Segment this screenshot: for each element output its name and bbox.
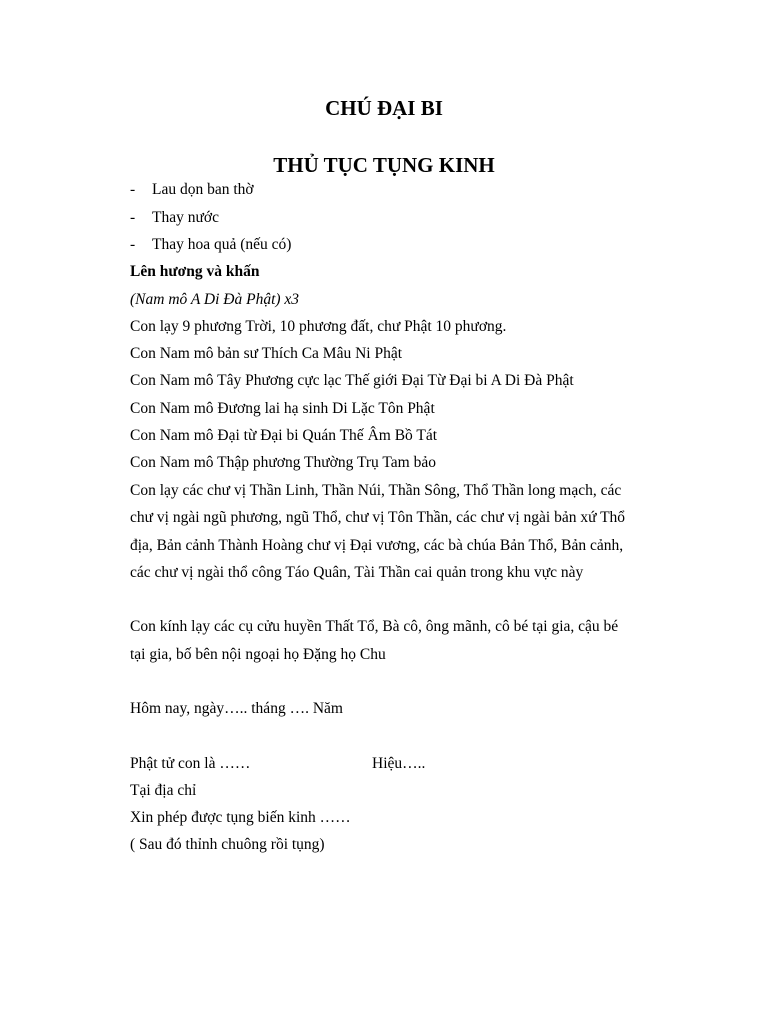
bullet-marker: -: [130, 236, 136, 253]
prayer-line: Con lạy 9 phương Trời, 10 phương đất, chư Phật 10 phương.: [130, 318, 507, 335]
section-heading: Lên hương và khấn: [130, 263, 260, 280]
paragraph-line: địa, Bản cảnh Thành Hoàng chư vị Đại vương, các bà chúa Bản Thổ, Bản cảnh,: [130, 537, 624, 554]
name-label: Hiệu…..: [372, 755, 426, 772]
date-line: Hôm nay, ngày….. tháng …. Năm: [130, 700, 343, 717]
document-subtitle: THỦ TỤC TỤNG KINH: [273, 153, 495, 177]
document-title: CHÚ ĐẠI BI: [325, 96, 443, 120]
prayer-line: Con Nam mô Tây Phương cực lạc Thế giới Đại Từ Đại bi A Di Đà Phật: [130, 372, 574, 389]
paragraph-line: Con lạy các chư vị Thần Linh, Thần Núi, Thần Sông, Thổ Thần long mạch, các: [130, 482, 622, 499]
closing-note: ( Sau đó thỉnh chuông rồi tụng): [130, 836, 325, 853]
paragraph-line: Con kính lạy các cụ cửu huyền Thất Tổ, Bà cô, ông mãnh, cô bé tại gia, cậu bé: [130, 618, 619, 635]
prayer-line: Con Nam mô bản sư Thích Ca Mâu Ni Phật: [130, 345, 403, 362]
paragraph-line: các chư vị ngài thổ công Táo Quân, Tài Thần cai quản trong khu vực này: [130, 564, 584, 581]
invocation-line: (Nam mô A Di Đà Phật) x3: [130, 291, 300, 308]
bullet-marker: -: [130, 181, 136, 198]
paragraph-line: tại gia, bố bên nội ngoại họ Đặng họ Chu: [130, 646, 386, 663]
prayer-line: Con Nam mô Thập phương Thường Trụ Tam bảo: [130, 454, 436, 471]
address-label: Tại địa chỉ: [130, 782, 197, 799]
bullet-marker: -: [130, 209, 136, 226]
request-line: Xin phép được tụng biến kinh ……: [130, 809, 351, 826]
prayer-line: Con Nam mô Đại từ Đại bi Quán Thế Âm Bồ Tát: [130, 427, 438, 444]
bullet-item: Thay hoa quả (nếu có): [152, 236, 292, 253]
bullet-item: Thay nước: [152, 209, 219, 226]
paragraph-line: chư vị ngài ngũ phương, ngũ Thổ, chư vị Tôn Thần, các chư vị ngài bản xứ Thổ: [130, 509, 626, 526]
bullet-item: Lau dọn ban thờ: [152, 181, 254, 198]
disciple-label: Phật tử con là ……: [130, 755, 251, 772]
prayer-line: Con Nam mô Đương lai hạ sinh Di Lặc Tôn Phật: [130, 400, 435, 417]
